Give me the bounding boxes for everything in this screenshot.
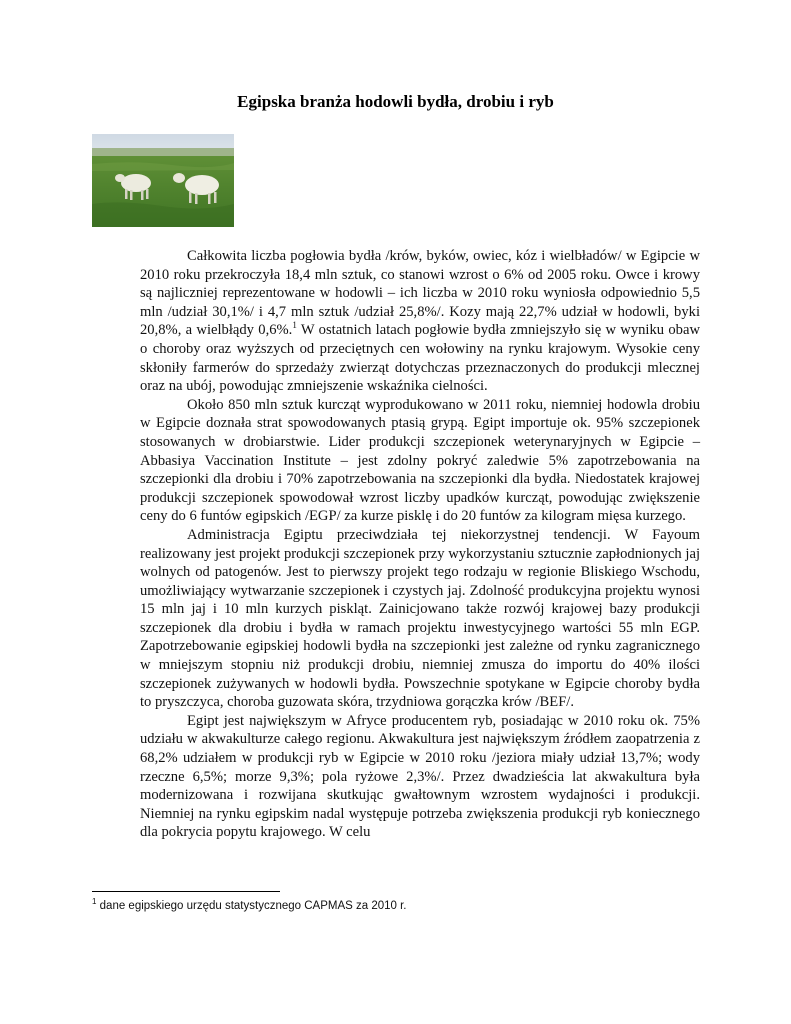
page-title: Egipska branża hodowli bydła, drobiu i ryb — [237, 92, 554, 111]
paragraph-livestock — [140, 247, 700, 396]
sheep-photo — [92, 134, 234, 227]
footnote-separator — [92, 891, 280, 892]
paragraph-fish: Egipt jest największym w Afryce producentem ryb, posiadając w 2010 roku ok. 75% udziału w akwakulturze całego regionu. Akwakultura jest największym źródłem zaopatrzenia z 68,2% udziałem w produkcji ryb w Egipcie w 2010 roku /jeziora miały udział 13,7%; wody rzeczne 6,5%; morze 9,3%; pola ryżowe 2,3%/. Przez dwadzieścia lat akwakultura była modernizowana i rozwijana skutkując gwałtownym wzrostem wydajności i produkcji. Niemniej na rynku egipskim nadal występuje potrzeba zwiększenia produkcji ryb koniecznego dla pokrycia popytu krajowego. W celu — [140, 712, 700, 841]
footnote-reference[interactable]: 1 — [292, 320, 297, 331]
footnote — [92, 897, 692, 912]
paragraph-text: Całkowita liczba pogłowia bydła /krów, byków, owiec, kóz i wielbładów/ w Egipcie w 2010 roku przekroczyła 18,4 mln sztuk, co stanowi wzrost o 6% od 2005 roku. Owce i krowy są najliczniej reprezentowane w hodowli – ich liczba w 2010 roku wyniosła odpowiednio 5,5 mln /udział 30,1%/ i 4,7 mln sztuk /udział 25,8%/. Kozy mają 22,7% udział w hodowli, byki 20,8%, a wielbłądy 0,6%. — [140, 248, 700, 339]
footnote-number: 1 — [92, 897, 97, 907]
paragraph-poultry: Około 850 mln sztuk kurcząt wyprodukowano w 2011 roku, niemniej hodowla drobiu w Egipcie doznała strat spowodowanych ptasią grypą. Egipt importuje ok. 95% szczepionek stosowanych w drobiarstwie. Lider produkcji szczepionek weterynaryjnych w Egipcie – Abbasiya Vaccination Institute – jest zdolny pokryć zaledwie 5% zapotrzebowania na szczepionki dla drobiu i 70% zapotrzebowania na szczepionki dla bydła. Niedostatek krajowej produkcji szczepionek spowodował wzrost liczby upadków kurcząt, powodując zwiększenie ceny do 6 funtów egipskich /EGP/ za kurze pisklę i do 20 funtów za kilogram mięsa kurzego. — [140, 396, 700, 525]
paragraph-text: W ostatnich latach pogłowie bydła zmniejszyło się w wyniku obaw o choroby oraz wyższych od przeciętnych cen wołowiny na rynku krajowym. Wysokie ceny skłoniły farmerów do sprzedaży zwierząt dotychczas przeznaczonych do produkcji mlecznej oraz na ubój, powodując zmniejszenie wskaźnika cielności. — [140, 322, 700, 395]
paragraph-vaccines: Administracja Egiptu przeciwdziała tej niekorzystnej tendencji. W Fayoum realizowany jest projekt produkcji szczepionek przy wykorzystaniu sztucznie zapłodnionych jaj wolnych od patogenów. Jest to pierwszy projekt tego rodzaju w regionie Bliskiego Wschodu, umożliwiający wytwarzanie szczepionek i czystych jaj. Zdolność produkcyjna projektu wynosi 15 mln jaj i 10 mln kurzych piskląt. Zainicjowano także rozwój krajowej bazy produkcji szczepionek dla drobiu i bydła w ramach projektu inwestycyjnego wartości 55 mln EGP. Zapotrzebowanie egipskiej hodowli bydła na szczepionki jest zależne od rynku zagranicznego w mniejszym stopniu niż produkcji drobiu, niemniej zmusza do importu do 40% ilości szczepionek zużywanych w hodowli bydła. Powszechnie spotykane w Egipcie choroby bydła to pryszczyca, choroba guzowata skóra, trzydniowa gorączka krów /BEF/. — [140, 526, 700, 711]
footnote-text: dane egipskiego urzędu statystycznego CAPMAS za 2010 r. — [96, 900, 407, 912]
article-body — [140, 247, 700, 842]
